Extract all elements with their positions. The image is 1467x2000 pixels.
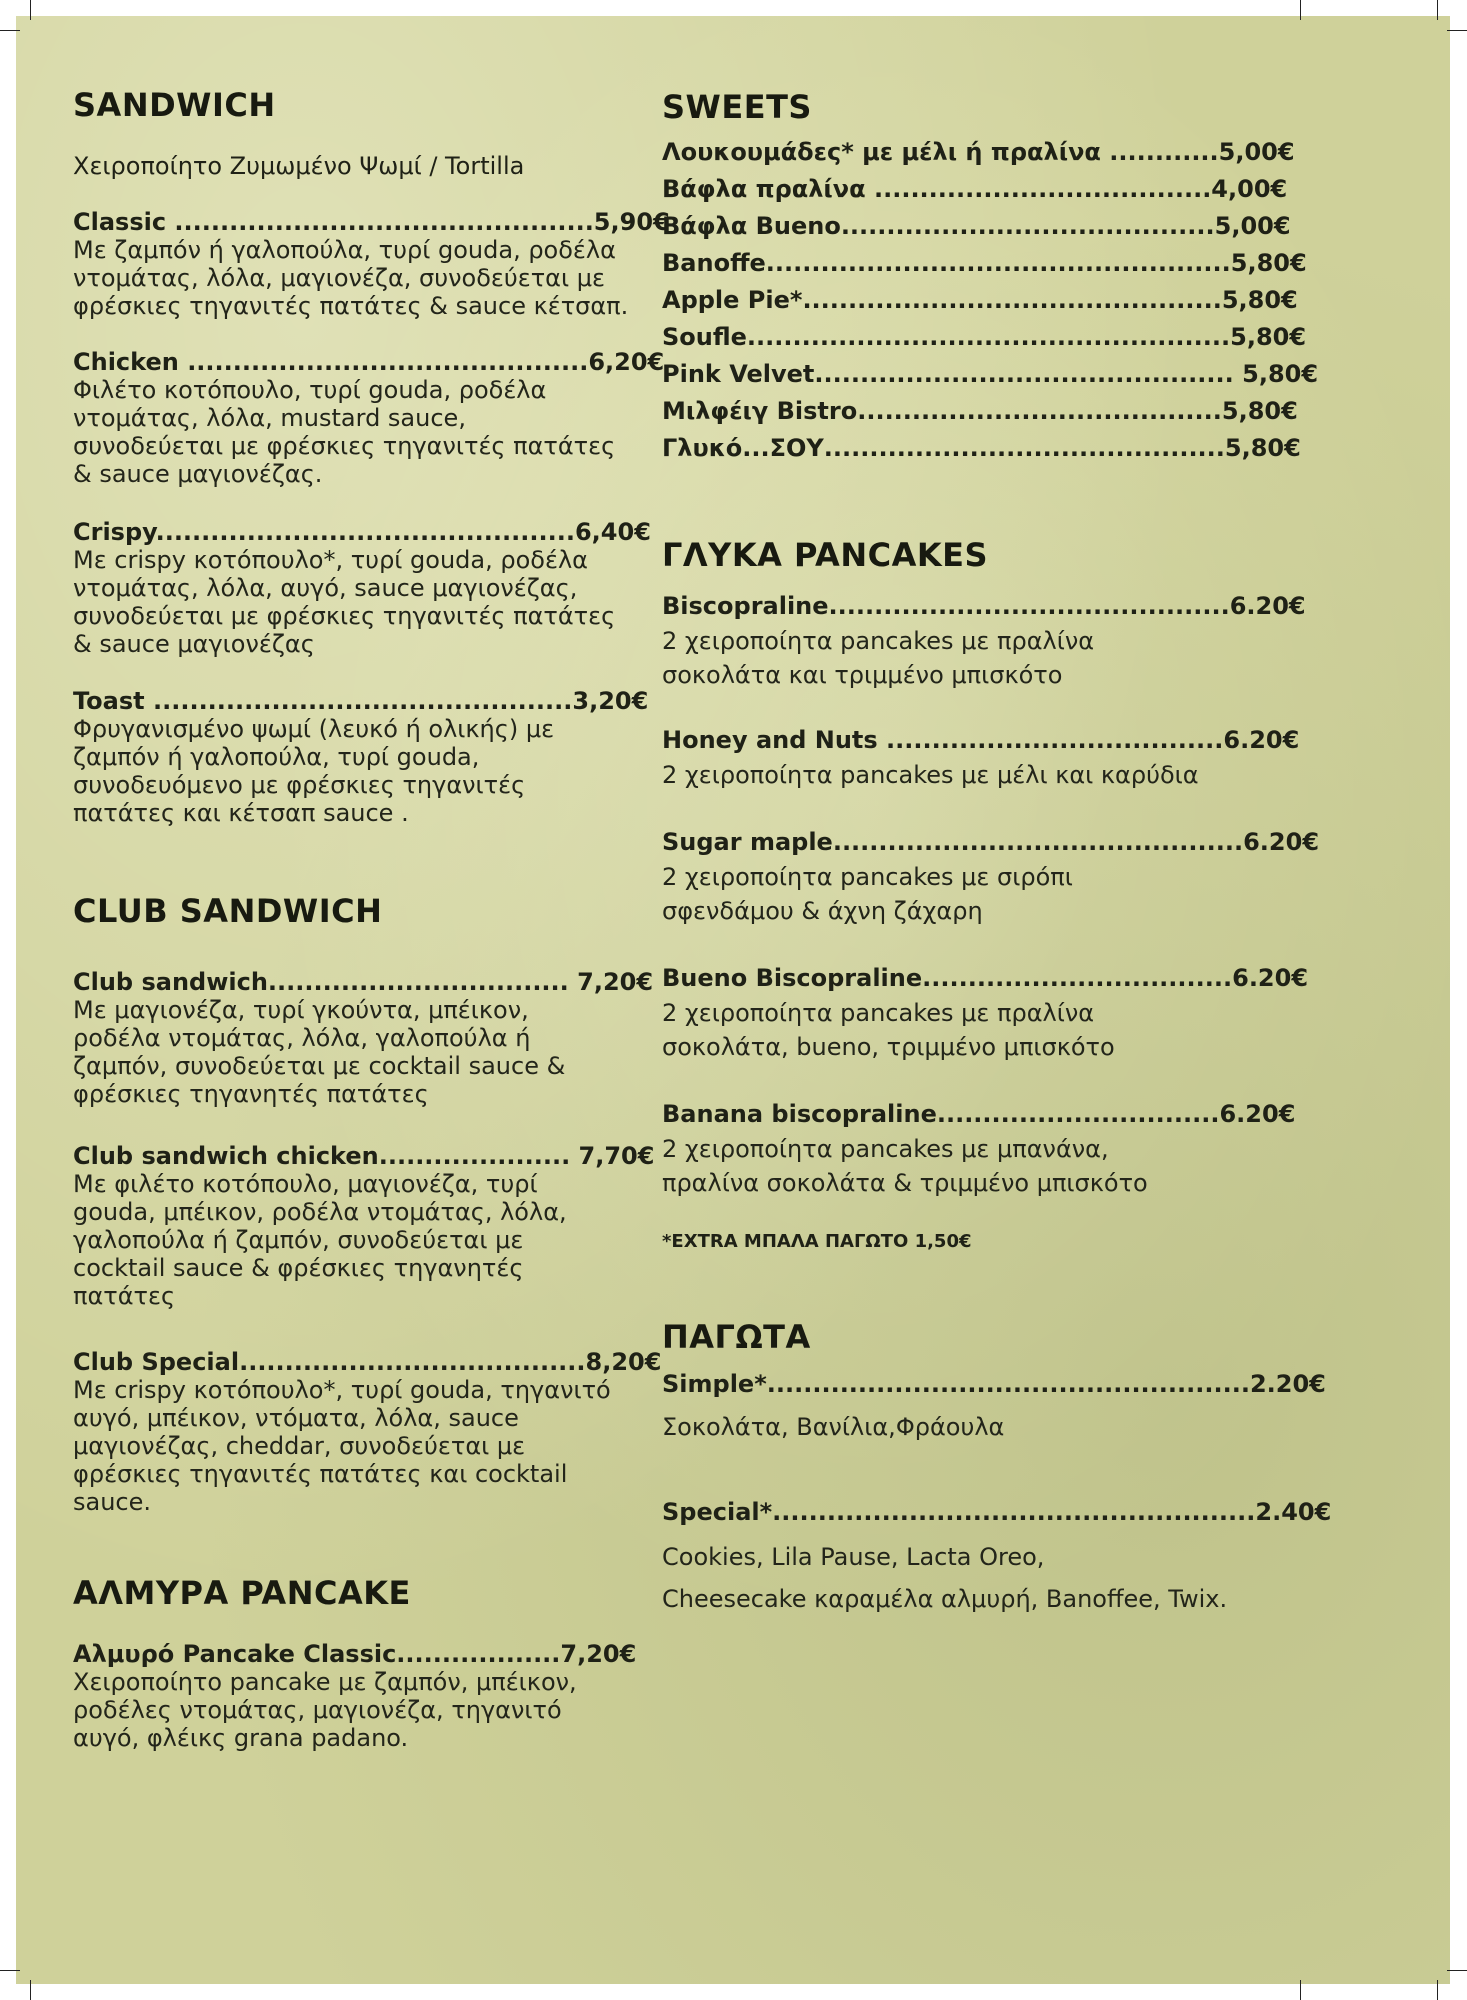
sweets-item: Pink Velvet.............................................. 5,80€ bbox=[662, 360, 1319, 388]
desc-line: 2 χειροποίητα pancakes με μέλι και καρύδια bbox=[662, 761, 1199, 789]
desc-line: πραλίνα σοκολάτα & τριμμένο μπισκότο bbox=[662, 1169, 1148, 1197]
desc-line: & sauce μαγιονέζας bbox=[73, 630, 315, 658]
desc-line: γαλοπούλα ή ζαμπόν, συνοδεύεται με bbox=[73, 1226, 524, 1254]
menu-item-desc bbox=[73, 236, 628, 320]
desc-line: ντομάτας, λόλα, mustard sauce, bbox=[73, 404, 466, 432]
crop-mark bbox=[1437, 1980, 1438, 2000]
menu-item-title: Club sandwich chicken..................... 7,70€ bbox=[73, 1142, 655, 1170]
section-heading-glyka-pancakes: ΓΛΥΚΑ PANCAKES bbox=[662, 536, 989, 574]
menu-item-desc bbox=[73, 1376, 611, 1516]
menu-item-title: Bueno Biscopraline..................................6.20€ bbox=[662, 964, 1309, 992]
menu-item-title: Honey and Nuts .....................................6.20€ bbox=[662, 726, 1300, 754]
menu-item-desc bbox=[662, 624, 1094, 692]
desc-line: σοκολάτα και τριμμένο μπισκότο bbox=[662, 661, 1063, 689]
crop-mark bbox=[1437, 0, 1438, 20]
desc-line: 2 χειροποίητα pancakes με μπανάνα, bbox=[662, 1135, 1109, 1163]
desc-line: πατάτες bbox=[73, 1282, 176, 1310]
menu-item-desc bbox=[73, 715, 554, 827]
crop-mark bbox=[1300, 0, 1301, 20]
desc-line: Με μαγιονέζα, τυρί γκούντα, μπέικον, bbox=[73, 996, 529, 1024]
desc-line: συνοδεύεται με φρέσκιες τηγανιτές πατάτες bbox=[73, 432, 616, 460]
desc-line: Με crispy κοτόπουλο*, τυρί gouda, ροδέλα bbox=[73, 546, 588, 574]
crop-mark bbox=[1300, 1980, 1301, 2000]
crop-mark bbox=[30, 1980, 31, 2000]
desc-line: σοκολάτα, bueno, τριμμένο μπισκότο bbox=[662, 1033, 1115, 1061]
menu-item-title: Crispy..............................................6,40€ bbox=[73, 518, 651, 546]
section-heading-club-sandwich: CLUB SANDWICH bbox=[73, 892, 383, 930]
menu-item-title: Banana biscopraline...............................6.20€ bbox=[662, 1100, 1296, 1128]
desc-line: σφενδάμου & άχνη ζάχαρη bbox=[662, 897, 983, 925]
desc-line: φρέσκιες τηγανιτές πατάτες και cocktail bbox=[73, 1460, 568, 1488]
sweets-item: Λουκουμάδες* με μέλι ή πραλίνα ............5,00€ bbox=[662, 138, 1295, 166]
menu-item-title: Simple*.....................................................2.20€ bbox=[662, 1370, 1326, 1398]
desc-line: ροδέλα ντομάτας, λόλα, γαλοπούλα ή bbox=[73, 1024, 531, 1052]
desc-line: 2 χειροποίητα pancakes με σιρόπι bbox=[662, 863, 1073, 891]
menu-item-title: Biscopraline............................................6.20€ bbox=[662, 592, 1306, 620]
section-heading-sandwich: SANDWICH bbox=[73, 86, 276, 124]
menu-item-title: Chicken ............................................6,20€ bbox=[73, 348, 665, 376]
sweets-item: Banoffe...................................................5,80€ bbox=[662, 249, 1307, 277]
crop-mark bbox=[0, 1970, 20, 1971]
section-heading-sweets: SWEETS bbox=[662, 88, 812, 126]
section-heading-almyra-pancake: ΑΛΜΥΡΑ PANCAKE bbox=[73, 1574, 411, 1612]
desc-line: ντομάτας, λόλα, αυγό, sauce μαγιονέζας, bbox=[73, 574, 578, 602]
desc-line: συνοδεύεται με φρέσκιες τηγανιτές πατάτες bbox=[73, 602, 616, 630]
menu-item-title: Classic ..............................................5,90€ bbox=[73, 208, 670, 236]
sweets-item: Βάφλα Bueno.........................................5,00€ bbox=[662, 212, 1291, 240]
menu-item-title: Club sandwich................................. 7,20€ bbox=[73, 968, 654, 996]
menu-item-title: Toast ..............................................3,20€ bbox=[73, 687, 649, 715]
sweets-item: Βάφλα πραλίνα .....................................4,00€ bbox=[662, 175, 1288, 203]
menu-item-desc bbox=[73, 376, 615, 488]
crop-mark bbox=[1447, 30, 1467, 31]
desc-line: φρέσκιες τηγανητές πατάτες bbox=[73, 1080, 429, 1108]
desc-line: ζαμπόν, συνοδεύεται με cocktail sauce & bbox=[73, 1052, 566, 1080]
sweets-item: Soufle.....................................................5,80€ bbox=[662, 323, 1307, 351]
desc-line: ζαμπόν ή γαλοπούλα, τυρί gouda, bbox=[73, 743, 480, 771]
crop-mark bbox=[0, 30, 20, 31]
sandwich-subheading: Χειροποίητο Ζυμωμένο Ψωμί / Tortilla bbox=[73, 152, 525, 180]
sweets-item: Apple Pie*..............................................5,80€ bbox=[662, 286, 1298, 314]
desc-line: cocktail sauce & φρέσκιες τηγανητές bbox=[73, 1254, 524, 1282]
desc-line: gouda, μπέικον, ροδέλα ντομάτας, λόλα, bbox=[73, 1198, 567, 1226]
desc-line: αυγό, φλέικς grana padano. bbox=[73, 1724, 409, 1752]
crop-mark bbox=[1447, 1970, 1467, 1971]
menu-item-title: Αλμυρό Pancake Classic..................7,20€ bbox=[73, 1640, 637, 1668]
desc-line: Με φιλέτο κοτόπουλο, μαγιονέζα, τυρί bbox=[73, 1170, 538, 1198]
menu-item-title: Club Special......................................8,20€ bbox=[73, 1348, 662, 1376]
desc-line: Σοκολάτα, Βανίλια,Φράουλα bbox=[662, 1413, 1005, 1441]
desc-line: αυγό, μπέικον, ντόματα, λόλα, sauce bbox=[73, 1404, 519, 1432]
desc-line: 2 χειροποίητα pancakes με πραλίνα bbox=[662, 627, 1095, 655]
menu-item-title: Sugar maple.............................................6.20€ bbox=[662, 828, 1320, 856]
desc-line: sauce. bbox=[73, 1488, 152, 1516]
menu-item-desc bbox=[73, 1668, 577, 1752]
menu-item-desc bbox=[662, 758, 1199, 792]
desc-line: Με ζαμπόν ή γαλοπούλα, τυρί gouda, ροδέλα bbox=[73, 236, 616, 264]
desc-line: Με crispy κοτόπουλο*, τυρί gouda, τηγανιτό bbox=[73, 1376, 611, 1404]
desc-line: 2 χειροποίητα pancakes με πραλίνα bbox=[662, 999, 1095, 1027]
desc-line: ροδέλες ντομάτας, μαγιονέζα, τηγανιτό bbox=[73, 1696, 562, 1724]
desc-line: Cheesecake καραμέλα αλμυρή, Banoffee, Twix. bbox=[662, 1585, 1228, 1613]
menu-item-desc bbox=[73, 1170, 567, 1310]
desc-line: Φιλέτο κοτόπουλο, τυρί gouda, ροδέλα bbox=[73, 376, 547, 404]
menu-item-desc bbox=[73, 546, 615, 658]
menu-item-title: Special*.....................................................2.40€ bbox=[662, 1498, 1332, 1526]
section-heading-pagota: ΠΑΓΩΤΑ bbox=[662, 1318, 811, 1356]
desc-line: φρέσκιες τηγανιτές πατάτες & sauce κέτσαπ. bbox=[73, 292, 629, 320]
menu-item-desc bbox=[662, 860, 1073, 928]
desc-line: ντομάτας, λόλα, μαγιονέζα, συνοδεύεται με bbox=[73, 264, 605, 292]
menu-item-desc bbox=[662, 1536, 1227, 1620]
menu-item-desc bbox=[662, 1132, 1148, 1200]
desc-line: & sauce μαγιονέζας. bbox=[73, 460, 323, 488]
crop-mark bbox=[30, 0, 31, 20]
sweets-item: Γλυκό...ΣΟΥ............................................5,80€ bbox=[662, 434, 1301, 462]
desc-line: πατάτες και κέτσαπ sauce . bbox=[73, 799, 409, 827]
desc-line: Χειροποίητο pancake με ζαμπόν, μπέικον, bbox=[73, 1668, 577, 1696]
menu-item-desc bbox=[73, 996, 565, 1108]
desc-line: Φρυγανισμένο ψωμί (λευκό ή ολικής) με bbox=[73, 715, 555, 743]
menu-item-desc bbox=[662, 1410, 1004, 1444]
extra-scoop-note: *EXTRA ΜΠΑΛΑ ΠΑΓΩΤΟ 1,50€ bbox=[662, 1231, 972, 1252]
sweets-item: Μιλφέιγ Bistro........................................5,80€ bbox=[662, 397, 1298, 425]
desc-line: συνοδευόμενο με φρέσκιες τηγανιτές bbox=[73, 771, 526, 799]
menu-item-desc bbox=[662, 996, 1115, 1064]
desc-line: Cookies, Lila Pause, Lacta Oreo, bbox=[662, 1543, 1045, 1571]
desc-line: μαγιονέζας, cheddar, συνοδεύεται με bbox=[73, 1432, 526, 1460]
